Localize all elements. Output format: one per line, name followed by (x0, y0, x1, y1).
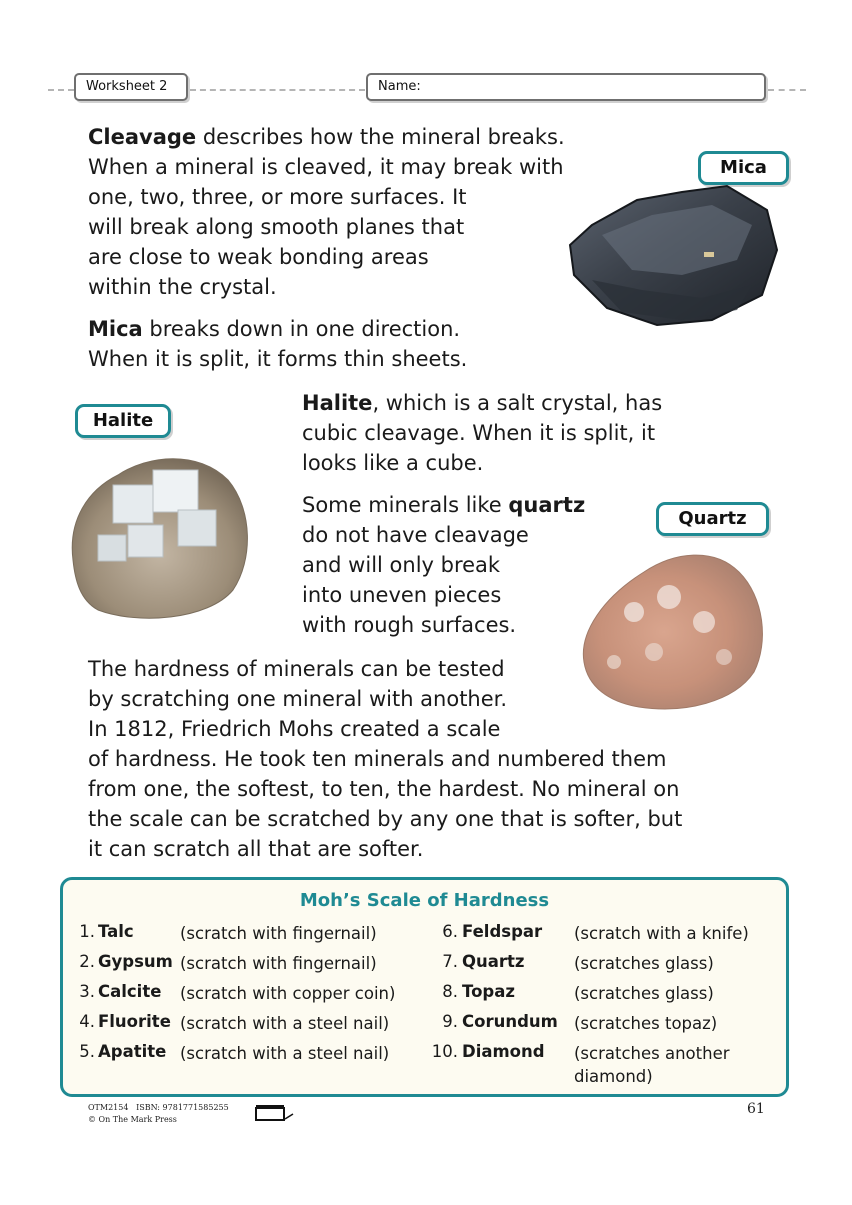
mica-term: Mica (88, 317, 143, 341)
hardness-paragraph (88, 654, 682, 864)
mica-photo (562, 180, 787, 330)
hardness-line-3: In 1812, Friedrich Mohs created a scale (88, 717, 501, 741)
halite-term: Halite (302, 391, 373, 415)
halite-line-2: cubic cleavage. When it is split, it (302, 421, 656, 445)
quartz-line-2: do not have cleavage (302, 523, 529, 547)
halite-paragraph (302, 388, 662, 478)
scale-row: 5. Apatite (scratch with a steel nail) (79, 1042, 390, 1063)
mica-paragraph (88, 314, 467, 374)
hardness-line-1: The hardness of minerals can be tested (88, 657, 505, 681)
cleavage-line-4: will break along smooth planes that (88, 215, 465, 239)
hardness-line-5: from one, the softest, to ten, the hardest. No mineral on (88, 777, 680, 801)
header-dash-left (48, 89, 74, 91)
cleavage-paragraph (88, 122, 565, 302)
header-dash-right (768, 89, 806, 91)
halite-line-3: looks like a cube. (302, 451, 484, 475)
scale-left-column (63, 922, 423, 1072)
halite-label: Halite (75, 404, 171, 438)
quartz-paragraph (302, 490, 585, 640)
cleavage-line-6: within the crystal. (88, 275, 277, 299)
book-pencil-icon (255, 1103, 295, 1123)
worksheet-label: Worksheet 2 (74, 73, 188, 101)
scale-right-column (429, 922, 784, 1086)
cleavage-line-2: When a mineral is cleaved, it may break with (88, 155, 564, 179)
mica-line-2: When it is split, it forms thin sheets. (88, 347, 468, 371)
scale-row: 2. Gypsum (scratch with fingernail) (79, 952, 377, 973)
footer-copyright: © On The Mark Press (88, 1115, 177, 1124)
mica-label: Mica (698, 151, 789, 185)
hardness-line-6: the scale can be scratched by any one that is softer, but (88, 807, 683, 831)
scale-row: 1. Talc (scratch with fingernail) (79, 922, 377, 943)
hardness-line-4: of hardness. He took ten minerals and numbered them (88, 747, 667, 771)
quartz-line-5: with rough surfaces. (302, 613, 517, 637)
mohs-scale-box (60, 877, 789, 1097)
quartz-label: Quartz (656, 502, 769, 536)
scale-row: 9. Corundum (scratches topaz) (442, 1012, 718, 1033)
scale-row: 4. Fluorite (scratch with a steel nail) (79, 1012, 390, 1033)
footer-info (88, 1102, 229, 1126)
halite-photo (58, 440, 258, 625)
footer-code-isbn: OTM2154 ISBN: 9781771585255 (88, 1103, 229, 1112)
quartz-term: quartz (508, 493, 586, 517)
quartz-line-4: into uneven pieces (302, 583, 502, 607)
cleavage-line-3: one, two, three, or more surfaces. It (88, 185, 467, 209)
hardness-line-2: by scratching one mineral with another. (88, 687, 508, 711)
header-dash-middle (190, 89, 365, 91)
mohs-scale-title: Moh’s Scale of Hardness (299, 890, 550, 911)
cleavage-term: Cleavage (88, 125, 197, 149)
quartz-line-3: and will only break (302, 553, 501, 577)
scale-row: 7. Quartz (scratches glass) (442, 952, 714, 973)
cleavage-line-5: are close to weak bonding areas (88, 245, 429, 269)
mica-line-1: Mica breaks down in one direction. (88, 317, 461, 341)
name-field[interactable]: Name: (366, 73, 766, 101)
halite-line-1: Halite, which is a salt crystal, has (302, 391, 663, 415)
scale-row: 10. Diamond (scratches another diamond) (431, 1042, 730, 1086)
cleavage-line-1: Cleavage describes how the mineral breaks. (88, 125, 565, 149)
quartz-line-1: Some minerals like quartz (302, 493, 586, 517)
scale-row: 8. Topaz (scratches glass) (442, 982, 714, 1003)
scale-row: 3. Calcite (scratch with copper coin) (79, 982, 396, 1003)
page-number: 61 (747, 1101, 765, 1117)
scale-row: 6. Feldspar (scratch with a knife) (442, 922, 749, 943)
hardness-line-7: it can scratch all that are softer. (88, 837, 424, 861)
